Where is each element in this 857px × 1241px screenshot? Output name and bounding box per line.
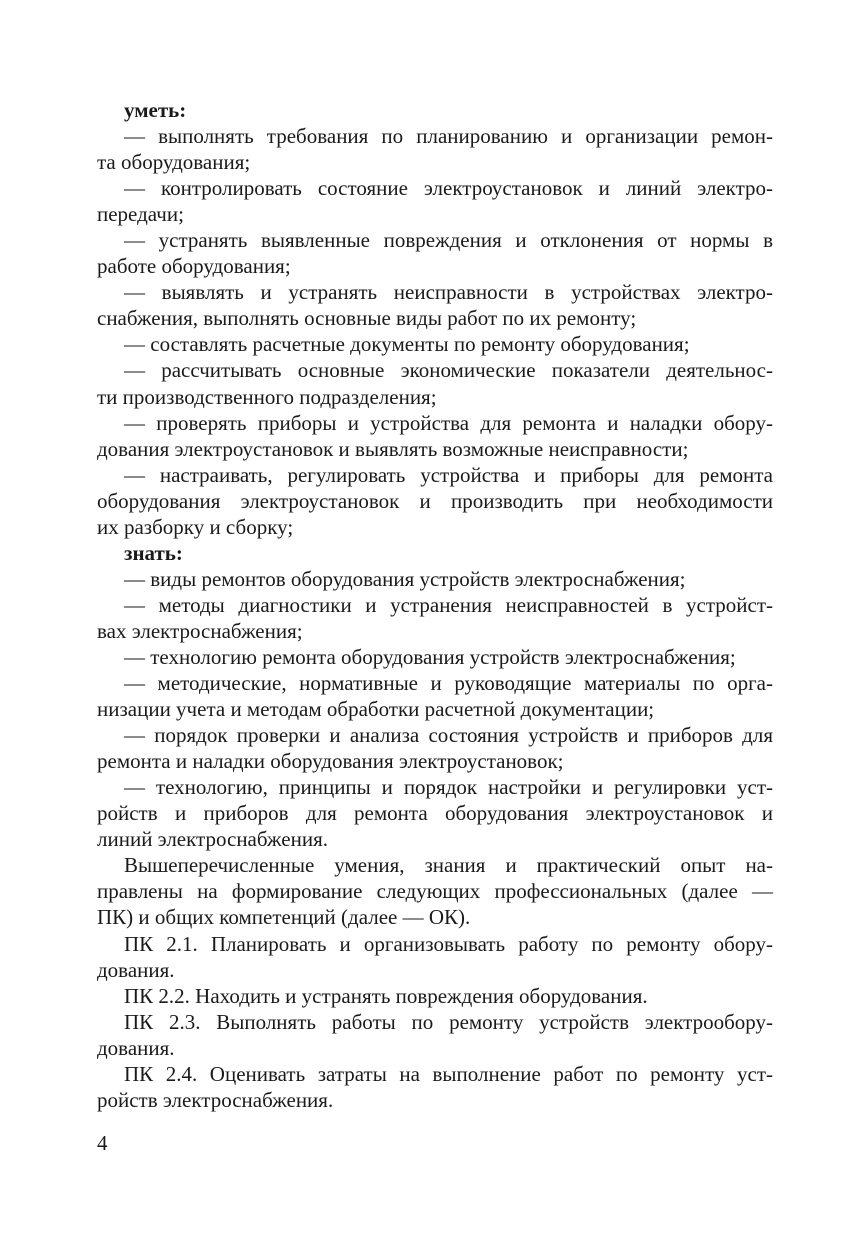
paragraph xyxy=(97,1061,773,1113)
text-line: знать: xyxy=(124,540,183,565)
paragraph xyxy=(97,722,773,774)
page-body-text xyxy=(97,97,773,1113)
text-line: — порядок проверки и анализа состояния устройств и приборов для xyxy=(124,723,773,748)
text-line: — проверять приборы и устройства для ремонта и наладки обору- xyxy=(124,410,773,435)
paragraph xyxy=(97,1009,773,1061)
text-line: та оборудования; xyxy=(97,150,251,175)
text-line: — технологию, принципы и порядок настройки и регулировки уст- xyxy=(124,775,773,800)
paragraph xyxy=(97,227,773,279)
paragraph xyxy=(97,123,773,175)
text-line: низации учета и методам обработки расчетной документации; xyxy=(97,697,655,722)
text-line: ремонта и наладки оборудования электроустановок; xyxy=(97,749,564,774)
text-line: — выполнять требования по планированию и организации ремон- xyxy=(124,124,773,149)
paragraph xyxy=(97,592,773,644)
text-line: — виды ремонтов оборудования устройств электроснабжения; xyxy=(124,566,686,591)
text-line: — выявлять и устранять неисправности в устройствах электро- xyxy=(124,280,773,305)
text-line: ПК 2.1. Планировать и организовывать работу по ремонту обору- xyxy=(124,931,773,956)
text-line: — методические, нормативные и руководящие материалы по орга- xyxy=(124,671,773,696)
text-line: вах электроснабжения; xyxy=(97,618,303,643)
text-line: — устранять выявленные повреждения и отклонения от нормы в xyxy=(124,228,773,253)
paragraph xyxy=(97,410,773,462)
page-number: 4 xyxy=(97,1131,108,1155)
text-line: ПК 2.3. Выполнять работы по ремонту устройств электрообору- xyxy=(124,1009,773,1034)
text-line: — методы диагностики и устранения неисправностей в устройст- xyxy=(124,592,773,617)
paragraph xyxy=(97,279,773,331)
paragraph xyxy=(97,357,773,409)
text-line: уметь: xyxy=(124,98,187,122)
text-line: ройств и приборов для ремонта оборудования электроустановок и xyxy=(97,801,773,826)
text-line: линий электроснабжения. xyxy=(97,827,328,852)
paragraph xyxy=(97,331,773,357)
text-line: ти производственного подразделения; xyxy=(97,384,437,409)
paragraph xyxy=(97,983,773,1009)
text-line: — технологию ремонта оборудования устройств электроснабжения; xyxy=(124,644,736,669)
text-line: работе оборудования; xyxy=(97,254,291,279)
section-heading xyxy=(97,97,773,123)
paragraph xyxy=(97,931,773,983)
section-heading xyxy=(97,540,773,566)
text-line: дования электроустановок и выявлять возможные неисправности; xyxy=(97,436,689,461)
text-line: — контролировать состояние электроустановок и линий электро- xyxy=(124,176,773,201)
text-line: правлены на формирование следующих профессиональных (далее — xyxy=(97,879,773,904)
text-line: ПК 2.4. Оценивать затраты на выполнение работ по ремонту уст- xyxy=(124,1061,773,1086)
text-line: их разборку и сборку; xyxy=(97,514,294,539)
text-line: передачи; xyxy=(97,202,184,227)
paragraph xyxy=(97,670,773,722)
paragraph xyxy=(97,644,773,670)
paragraph xyxy=(97,774,773,852)
paragraph xyxy=(97,566,773,592)
paragraph xyxy=(97,462,773,540)
text-line: — настраивать, регулировать устройства и приборы для ремонта xyxy=(124,462,773,487)
text-line: — рассчитывать основные экономические показатели деятельнос- xyxy=(124,358,773,383)
text-line: ройств электроснабжения. xyxy=(97,1087,334,1112)
text-line: снабжения, выполнять основные виды работ по их ремонту; xyxy=(97,306,637,331)
text-line: ПК) и общих компетенций (далее — ОК). xyxy=(97,905,471,930)
paragraph xyxy=(97,852,773,930)
text-line: дования. xyxy=(97,957,175,982)
text-line: ПК 2.2. Находить и устранять повреждения оборудования. xyxy=(124,983,648,1008)
text-line: — составлять расчетные документы по ремонту оборудования; xyxy=(124,332,690,357)
text-line: Вышеперечисленные умения, знания и практический опыт на- xyxy=(124,853,773,878)
paragraph xyxy=(97,175,773,227)
text-line: оборудования электроустановок и производить при необходимости xyxy=(97,488,773,513)
text-line: дования. xyxy=(97,1035,175,1060)
